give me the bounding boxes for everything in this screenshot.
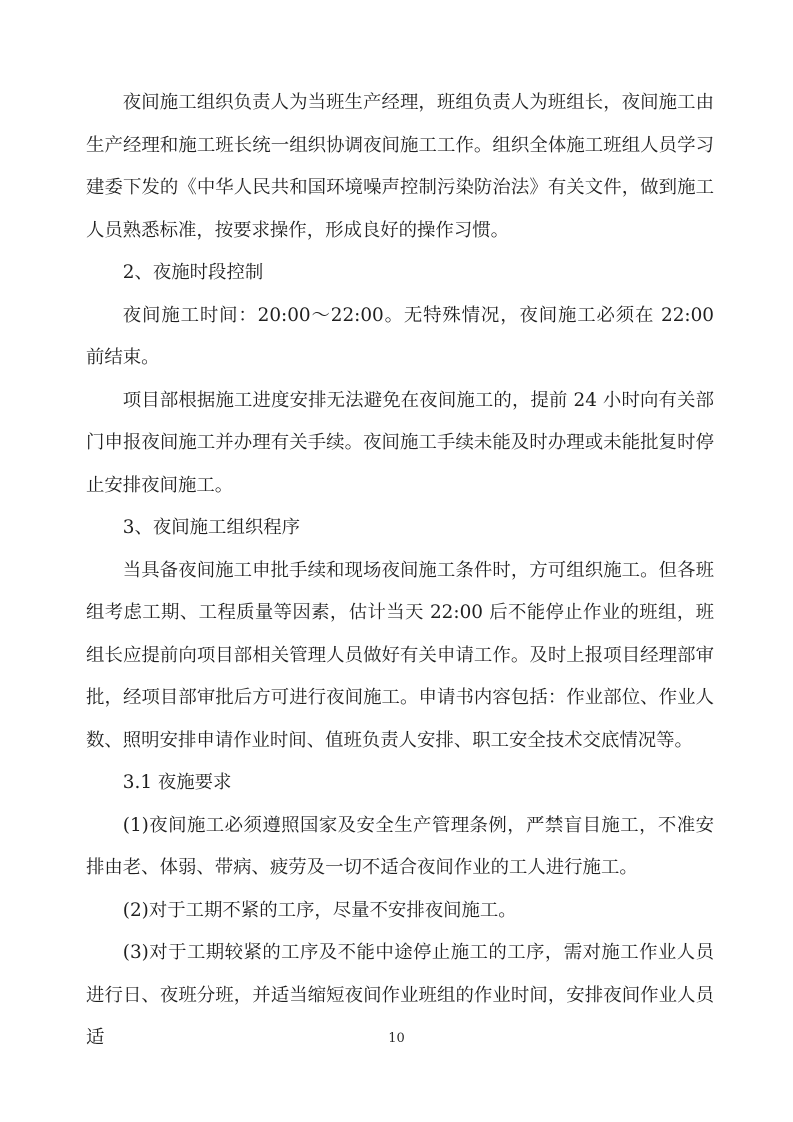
section-heading: 3.1 夜施要求 bbox=[122, 772, 232, 793]
section-heading: 3、夜间施工组织程序 bbox=[122, 517, 301, 538]
page-number: 10 bbox=[388, 1031, 405, 1046]
paragraph: (1)夜间施工必须遵照国家及安全生产管理条例，严禁盲目施工，不准安排由老、体弱、带病、疲劳及一切不适合夜间作业的工人进行施工。 bbox=[86, 814, 714, 878]
section-heading: 2、夜施时段控制 bbox=[122, 262, 264, 283]
paragraph: (2)对于工期不紧的工序，尽量不安排夜间施工。 bbox=[122, 899, 517, 921]
paragraph: 当具备夜间施工申批手续和现场夜间施工条件时，方可组织施工。但各班组考虑工期、工程质量等因素，估计当天 22:00 后不能停止作业的班组，班组长应提前向项目部相关管理人员做好有关申请工作。及时上报项目经理部审批，经项目部审批后方可进行夜间施工。申请书内容包括：作业部位、作业人数、照明安排申请作业时间、值班负责人安排、职工安全技术交底情况等。 bbox=[86, 559, 714, 751]
document-body bbox=[86, 82, 714, 1060]
paragraph: 夜间施工组织负责人为当班生产经理，班组负责人为班组长，夜间施工由生产经理和施工班长统一组织协调夜间施工工作。组织全体施工班组人员学习建委下发的《中华人民共和国环境噪声控制污染防治法》有关文件，做到施工人员熟悉标准，按要求操作，形成良好的操作习惯。 bbox=[86, 92, 714, 241]
paragraph: (3)对于工期较紧的工序及不能中途停止施工的工序，需对施工作业人员进行日、夜班分班，并适当缩短夜间作业班组的作业时间，安排夜间作业人员适 bbox=[86, 942, 714, 1048]
paragraph: 夜间施工时间：20:00～22:00。无特殊情况，夜间施工必须在 22:00 前结束。 bbox=[86, 304, 714, 368]
paragraph: 项目部根据施工进度安排无法避免在夜间施工的，提前 24 小时向有关部门申报夜间施工并办理有关手续。夜间施工手续未能及时办理或未能批复时停止安排夜间施工。 bbox=[86, 389, 714, 496]
